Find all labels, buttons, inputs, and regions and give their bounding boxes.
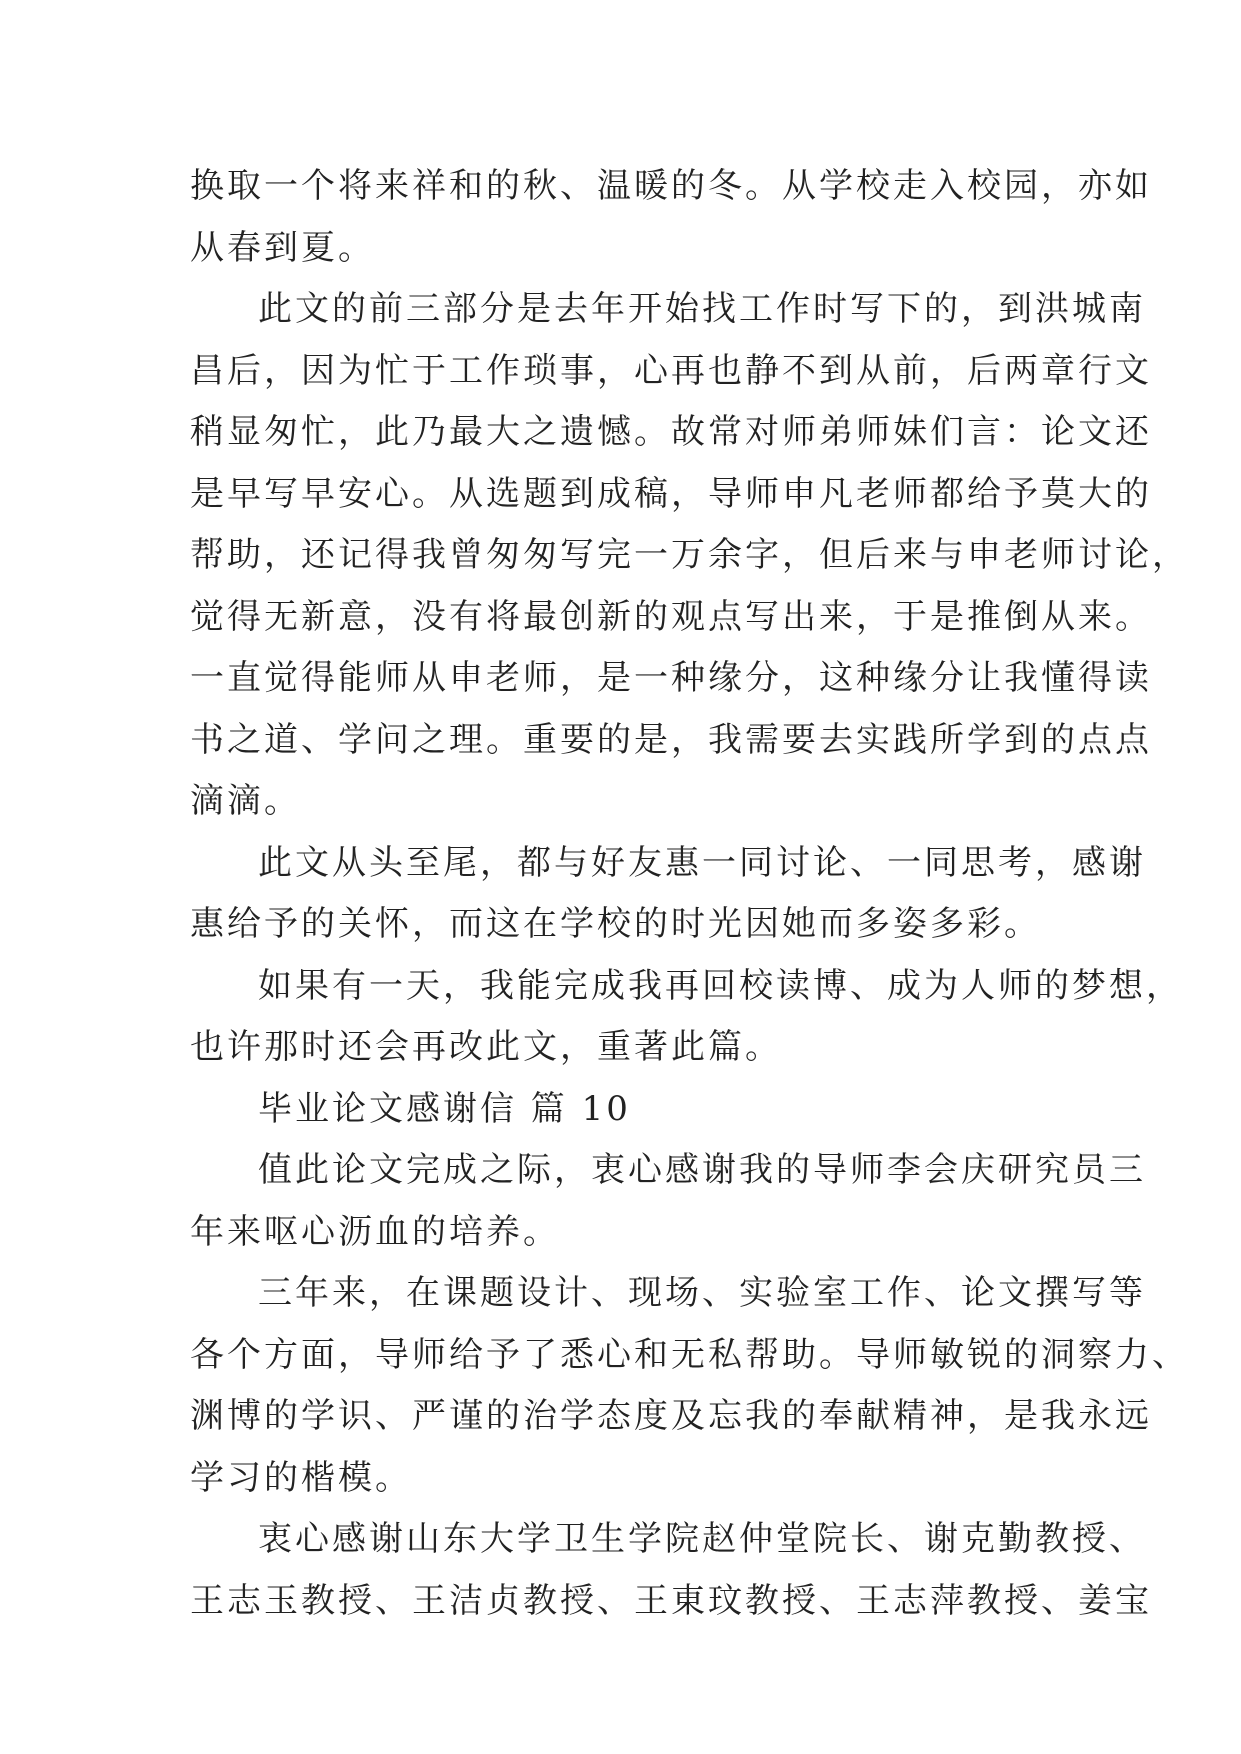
text-line: 王志玉教授、王洁贞教授、王東玟教授、王志萍教授、姜宝 bbox=[190, 1580, 1152, 1621]
text-line: 如果有一天，我能完成我再回校读博、成为人师的梦想， bbox=[258, 965, 1183, 1006]
text-line: 惠给予的关怀，而这在学校的时光因她而多姿多彩。 bbox=[190, 904, 1041, 944]
text-line: 昌后，因为忙于工作琐事，心再也静不到从前，后两章行文 bbox=[190, 350, 1152, 391]
text-line: 值此论文完成之际，衷心感谢我的导师李会庆研究员三 bbox=[258, 1150, 1146, 1190]
text-line: 觉得无新意，没有将最创新的观点写出来，于是推倒从来。 bbox=[190, 596, 1152, 637]
text-line: 学习的楷模。 bbox=[190, 1457, 412, 1498]
text-line: 三年来，在课题设计、现场、实验室工作、论文撰写等 bbox=[258, 1273, 1146, 1313]
text-line: 此文从头至尾，都与好友惠一同讨论、一同思考，感谢 bbox=[258, 842, 1146, 883]
document-body bbox=[190, 156, 1189, 1632]
text-line: 稍显匆忙，此乃最大之遗憾。故常对师弟师妹们言：论文还 bbox=[190, 412, 1152, 452]
text-line: 也许那时还会再改此文，重著此篇。 bbox=[190, 1027, 782, 1067]
text-line: 此文的前三部分是去年开始找工作时写下的，到洪城南 bbox=[258, 289, 1146, 329]
text-line: 渊博的学识、严谨的治学态度及忘我的奉献精神，是我永远 bbox=[190, 1396, 1152, 1436]
text-line: 衷心感谢山东大学卫生学院赵仲堂院长、谢克勤教授、 bbox=[258, 1519, 1146, 1559]
text-line: 各个方面，导师给予了悉心和无私帮助。导师敏锐的洞察力、 bbox=[190, 1334, 1189, 1375]
text-line: 从春到夏。 bbox=[190, 227, 375, 268]
text-line: 换取一个将来祥和的秋、温暖的冬。从学校走入校园，亦如 bbox=[190, 166, 1152, 206]
text-line: 滴滴。 bbox=[190, 781, 301, 821]
text-line: 是早写早安心。从选题到成稿，导师申凡老师都给予莫大的 bbox=[190, 473, 1152, 514]
text-line: 年来呕心沥血的培养。 bbox=[190, 1211, 560, 1252]
text-line: 一直觉得能师从申老师，是一种缘分，这种缘分让我懂得读 bbox=[190, 658, 1152, 698]
text-line: 帮助，还记得我曾匆匆写完一万余字，但后来与申老师讨论， bbox=[190, 535, 1189, 575]
text-line: 书之道、学问之理。重要的是，我需要去实践所学到的点点 bbox=[190, 719, 1152, 760]
section-heading: 毕业论文感谢信 篇 10 bbox=[258, 1088, 631, 1129]
